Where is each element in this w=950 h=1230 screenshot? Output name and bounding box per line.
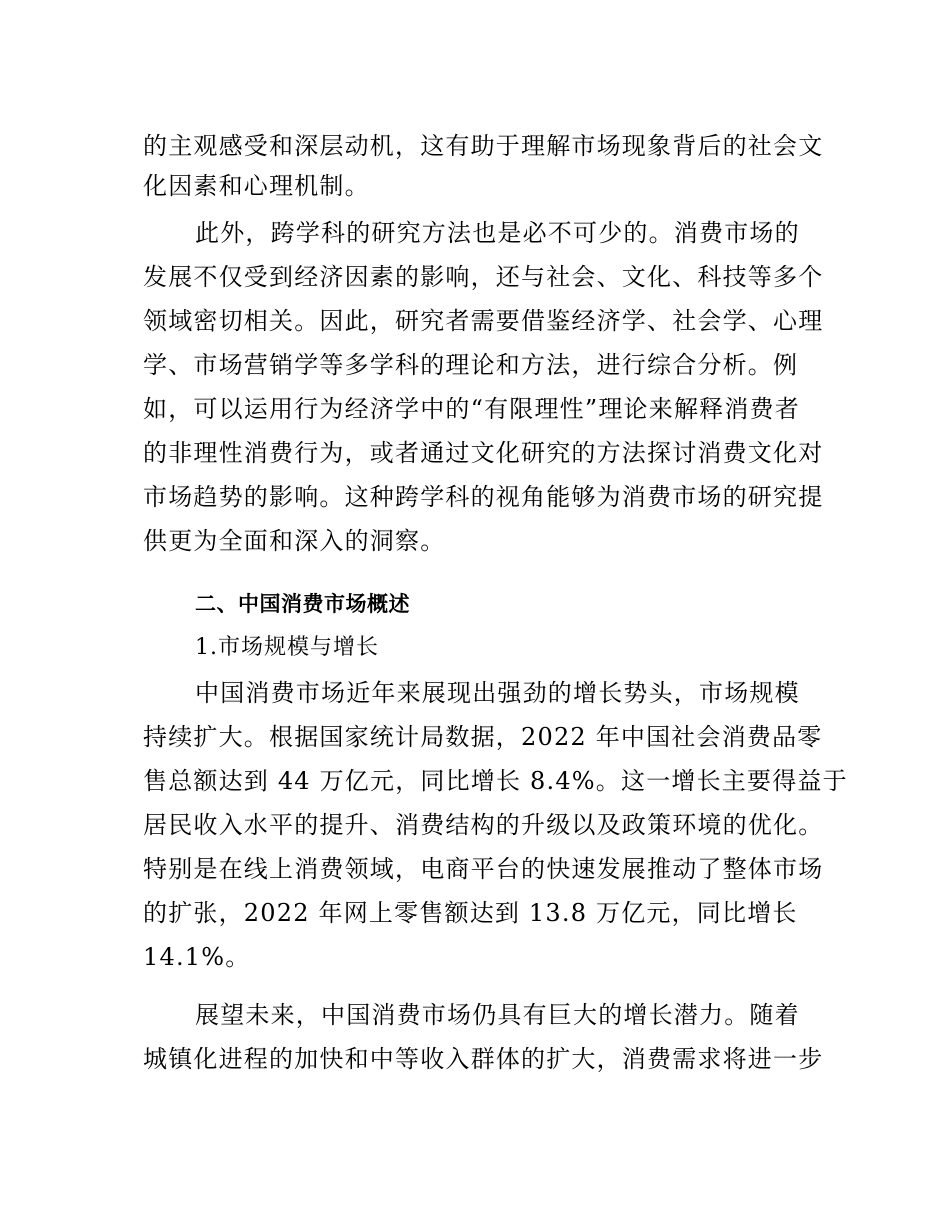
paragraph-line: 学、市场营销学等多学科的理论和方法，进行综合分析。例: [143, 351, 799, 379]
paragraph-line: 领域密切相关。因此，研究者需要借鉴经济学、社会学、心理: [143, 307, 824, 335]
paragraph-line: 居民收入水平的提升、消费结构的升级以及政策环境的优化。: [143, 811, 824, 839]
paragraph-line: 中国消费市场近年来展现出强劲的增长势头，市场规模: [195, 679, 800, 707]
paragraph-line: 发展不仅受到经济因素的影响，还与社会、文化、科技等多个: [143, 263, 824, 291]
paragraph-line: 化因素和心理机制。: [143, 172, 370, 200]
subsection-heading: 1.市场规模与增长: [195, 635, 379, 660]
paragraph-line: 供更为全面和深入的洞察。: [143, 527, 446, 555]
paragraph-line: 展望未来，中国消费市场仍具有巨大的增长潜力。随着: [195, 1001, 800, 1029]
paragraph-line: 的扩张，2022 年网上零售额达到 13.8 万亿元，同比增长: [143, 899, 798, 927]
paragraph-line: 持续扩大。根据国家统计局数据，2022 年中国社会消费品零: [143, 723, 823, 751]
paragraph-line: 城镇化进程的加快和中等收入群体的扩大，消费需求将进一步: [143, 1045, 824, 1073]
paragraph-line: 14.1%。: [143, 943, 251, 971]
paragraph-line: 此外，跨学科的研究方法也是必不可少的。消费市场的: [195, 219, 800, 247]
paragraph-line: 的主观感受和深层动机，这有助于理解市场现象背后的社会文: [143, 132, 824, 160]
paragraph-line: 售总额达到 44 万亿元，同比增长 8.4%。这一增长主要得益于: [143, 767, 848, 795]
section-heading: 二、中国消费市场概述: [195, 592, 410, 616]
paragraph-line: 市场趋势的影响。这种跨学科的视角能够为消费市场的研究提: [143, 483, 824, 511]
paragraph-line: 如，可以运用行为经济学中的“有限理性”理论来解释消费者: [143, 395, 800, 423]
paragraph-line: 的非理性消费行为，或者通过文化研究的方法探讨消费文化对: [143, 439, 824, 467]
paragraph-line: 特别是在线上消费领域，电商平台的快速发展推动了整体市场: [143, 855, 824, 883]
